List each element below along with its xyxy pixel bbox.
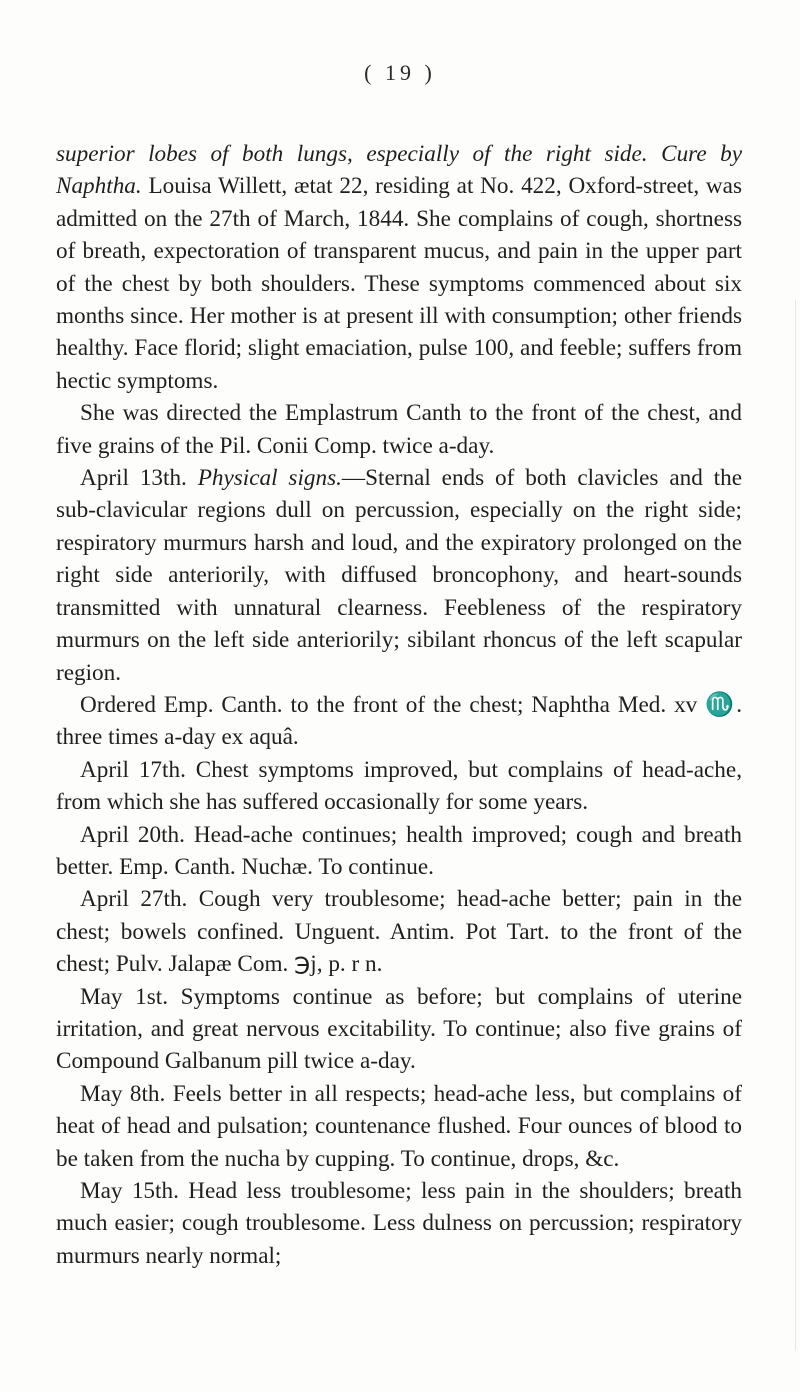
page-edge-shadow bbox=[795, 300, 796, 1350]
paragraph bbox=[56, 1175, 742, 1272]
paragraph-text: April 17th. Chest symptoms improved, but complains of head-ache, from which she has suffered occasionally for some years. bbox=[56, 756, 742, 816]
italic-lead: Physical signs. bbox=[197, 465, 342, 492]
paragraph-text: May 15th. Head less troublesome; less pain in the shoulders; breath much easier; cough troublesome. Less dulness on percussion; respiratory murmurs nearly normal; bbox=[56, 1178, 742, 1269]
paragraph-text: May 8th. Feels better in all respects; head-ache less, but complains of heat of head and pulsation; countenance flushed. Four ounces of blood to be taken from the nucha by cupping. To continue, drops, &c. bbox=[56, 1080, 742, 1172]
paragraph bbox=[56, 689, 742, 754]
paragraph-text: May 1st. Symptoms continue as before; but complains of uterine irritation, and great nervous excitability. To continue; also five grains of Compound Galbanum pill twice a-day. bbox=[56, 983, 742, 1075]
page-body bbox=[56, 138, 742, 1272]
paragraph bbox=[56, 1078, 742, 1175]
paragraph bbox=[56, 981, 742, 1078]
paragraph bbox=[56, 397, 742, 462]
paragraph-text: April 27th. Cough very troublesome; head-ache better; pain in the chest; bowels confined. Unguent. Antim. Pot Tart. to the front of the chest; Pulv. Jalapæ Com. ℈j, p. r n. bbox=[56, 886, 742, 978]
paragraph-lead: April 13th. bbox=[80, 465, 198, 492]
paragraph-text: April 20th. Head-ache continues; health improved; cough and breath better. Emp. Canth. Nuchæ. To continue. bbox=[56, 821, 742, 880]
paragraph bbox=[56, 462, 742, 689]
page-number: ( 19 ) bbox=[364, 60, 436, 85]
paragraph-text: She was directed the Emplastrum Canth to the front of the chest, and five grains of the Pil. Conii Comp. twice a-day. bbox=[56, 400, 742, 459]
paragraph-text: Louisa Willett, ætat 22, residing at No. 422, Oxford-street, was admitted on the 27th of March, 1844. She complains of cough, shortness of breath, expectoration of transparent mucus, and pain in the upper part of the chest by both shoulders. These symptoms commenced about six months since. Her mother is at present ill with consumption; other friends healthy. Face florid; slight emaciation, pulse 100, and feeble; suffers from hectic symptoms. bbox=[56, 173, 742, 394]
paragraph bbox=[56, 819, 742, 884]
paragraph bbox=[56, 883, 742, 980]
paragraph bbox=[56, 138, 742, 397]
italic-lead: superior lobes of both lungs, especially of the right side. Cure by Naphtha. bbox=[56, 141, 742, 200]
paragraph-text: Ordered Emp. Canth. to the front of the chest; Naphtha Med. xv ♏. three times a-day ex aquâ. bbox=[56, 691, 742, 751]
paragraph-text: —Sternal ends of both clavicles and the sub-clavicular regions dull on percussion, especially on the right side; respiratory murmurs harsh and loud, and the expiratory prolonged on the right side anteriorily, with diffused broncophony, and heart-sounds transmitted with unnatural clearness. Feebleness of the respiratory murmurs on the left side anteriorily; sibilant rhoncus of the left scapular region. bbox=[56, 465, 742, 686]
paragraph bbox=[56, 754, 742, 819]
